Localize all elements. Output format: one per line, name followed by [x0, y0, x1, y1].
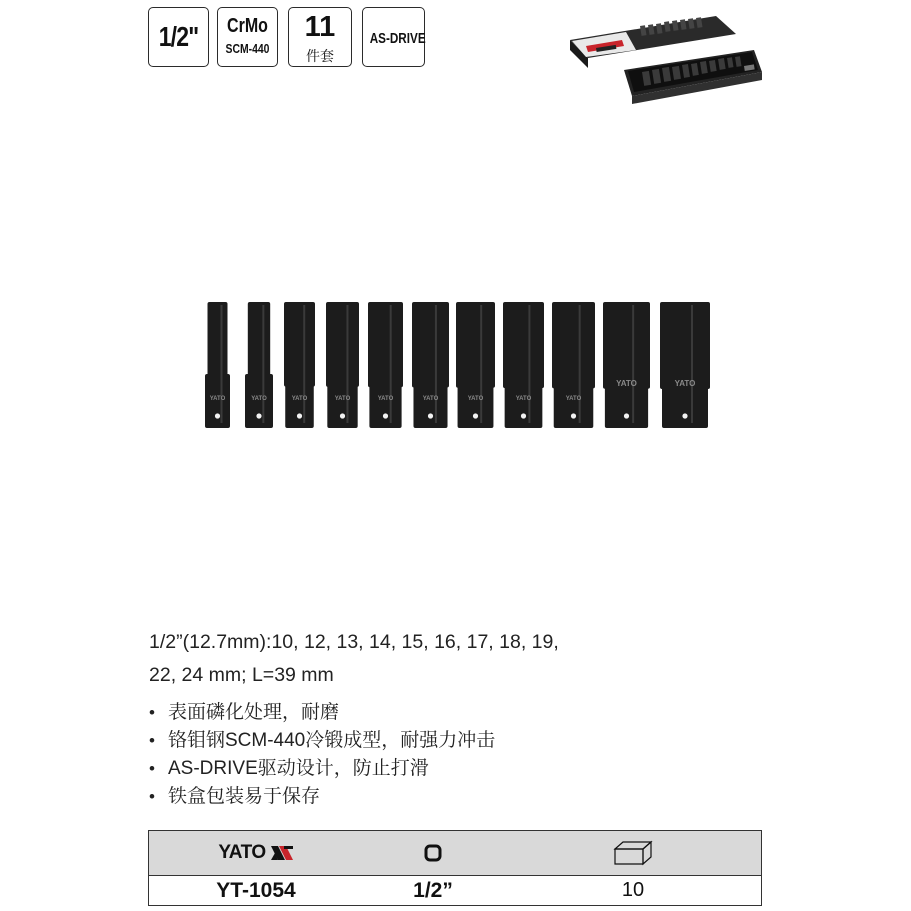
socket-brand-mark: YATO — [377, 396, 394, 402]
feature-item: • AS-DRIVE驱动设计，防止打滑 — [148, 755, 495, 783]
drive-size-text: 1/2" — [158, 21, 199, 52]
socket — [660, 302, 710, 428]
bullet-icon: • — [149, 731, 155, 750]
socket — [412, 302, 449, 428]
bullet-icon: • — [149, 703, 155, 722]
socket — [503, 302, 544, 428]
header-quantity-cell — [503, 831, 763, 875]
quantity-badge — [288, 7, 352, 67]
yato-logo: YATO — [218, 842, 293, 864]
feature-item: • 铁盒包装易于保存 — [148, 783, 495, 811]
socket-brand-mark: YATO — [251, 396, 267, 402]
socket-brand-mark: YATO — [291, 396, 308, 402]
spec-line-1: 1/2”(12.7mm):10, 12, 13, 14, 15, 16, 17, 18, 19, — [149, 631, 559, 653]
socket — [205, 302, 230, 428]
bullet-icon: • — [149, 759, 155, 778]
socket-brand-mark: YATO — [334, 396, 351, 402]
product-table — [148, 830, 762, 906]
socket-hole — [383, 413, 388, 418]
socket-hole — [428, 413, 433, 418]
product-code: YT-1054 — [216, 878, 296, 902]
box-icon — [613, 840, 653, 866]
socket-brand-mark: YATO — [209, 396, 226, 402]
quantity-number: 11 — [304, 11, 336, 43]
material-name: CrMo — [227, 15, 268, 37]
sockets-image — [193, 296, 696, 434]
socket-hole — [624, 413, 629, 418]
socket-hole — [215, 413, 220, 418]
socket-hole — [340, 413, 345, 418]
header-brand-cell — [149, 831, 363, 875]
socket — [368, 302, 403, 428]
drive-size: 1/2” — [413, 878, 453, 902]
quantity-value: 10 — [621, 879, 645, 901]
square-drive-icon — [423, 843, 443, 863]
socket — [456, 302, 495, 428]
table-header — [149, 831, 761, 876]
drive-size-badge — [148, 7, 209, 67]
socket — [245, 302, 273, 428]
socket-hole — [521, 413, 526, 418]
socket-hole — [256, 413, 261, 418]
as-drive-text: AS-DRIVE — [369, 30, 426, 47]
socket-brand-mark: YATO — [674, 379, 696, 388]
quantity-unit: 件套 — [306, 48, 334, 64]
material-grade: SCM-440 — [225, 41, 270, 56]
metal-case-image — [566, 10, 766, 105]
socket — [326, 302, 359, 428]
socket-hole — [297, 413, 302, 418]
feature-item: • 表面磷化处理，耐磨 — [148, 699, 495, 727]
socket-hole — [473, 413, 478, 418]
as-drive-badge — [362, 7, 425, 67]
socket-brand-mark: YATO — [422, 396, 439, 402]
socket-brand-mark: YATO — [616, 379, 637, 388]
yato-logo-icon — [270, 845, 294, 861]
material-badge — [217, 7, 278, 67]
socket-hole — [571, 413, 576, 418]
socket — [552, 302, 595, 428]
socket — [603, 302, 650, 428]
spec-line-2: 22, 24 mm; L=39 mm — [149, 664, 334, 686]
feature-item: • 铬钼钢SCM-440冷锻成型，耐强力冲击 — [148, 727, 495, 755]
socket-brand-mark: YATO — [565, 396, 582, 402]
header-drive-cell — [363, 831, 503, 875]
socket-brand-mark: YATO — [467, 396, 484, 402]
feature-list — [148, 699, 495, 811]
spec-text — [149, 626, 769, 692]
socket-brand-mark: YATO — [515, 396, 532, 402]
socket — [284, 302, 315, 428]
socket-hole — [682, 413, 687, 418]
table-row — [149, 876, 761, 905]
bullet-icon: • — [149, 787, 155, 806]
